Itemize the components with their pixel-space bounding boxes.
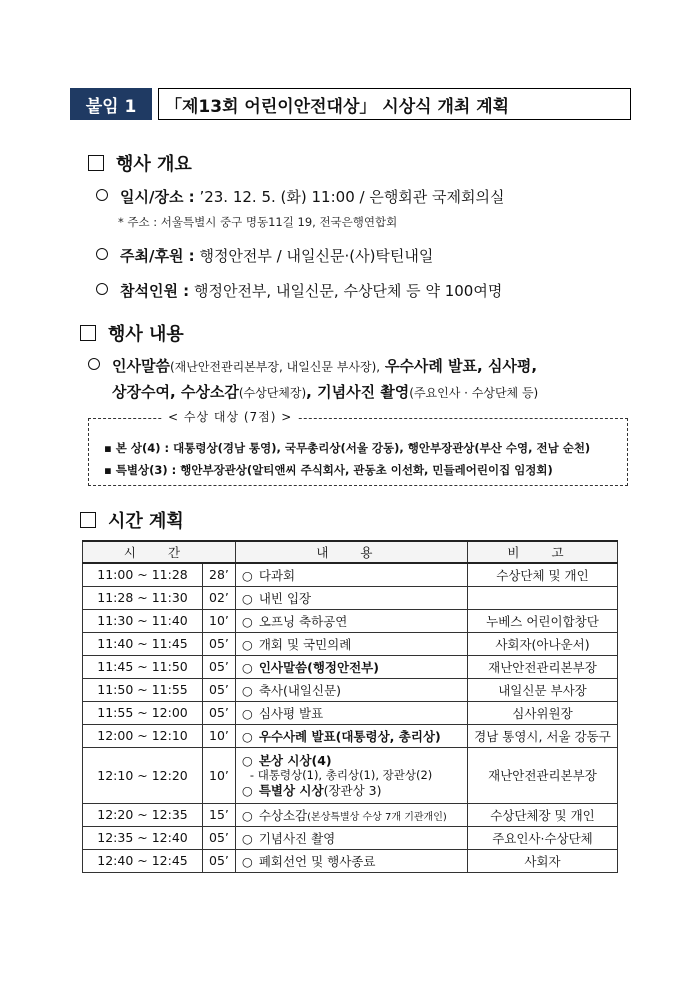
cell-content: ○ 기념사진 촬영	[235, 826, 467, 849]
cell-content: ○ 개회 및 국민의례	[235, 632, 467, 655]
overview-item-datetime: 일시/장소 : ’23. 12. 5. (화) 11:00 / 은행회관 국제회의실	[96, 186, 505, 207]
cell-time: 11:55 ~ 12:00	[83, 701, 203, 724]
checkbox-square-icon	[80, 325, 96, 341]
cell-time: 11:28 ~ 11:30	[83, 586, 203, 609]
cell-duration: 05’	[203, 826, 236, 849]
cell-time: 11:30 ~ 11:40	[83, 609, 203, 632]
cell-duration: 10’	[203, 724, 236, 747]
header-time: 시 간	[83, 541, 236, 563]
cell-content: ○ 폐회선언 및 행사종료	[235, 849, 467, 872]
section-overview-heading: 행사 개요	[88, 150, 192, 176]
overview-item-host: 주최/후원 : 행정안전부 / 내일신문·(사)탁틴내일	[96, 245, 433, 266]
page-title: 「제13회 어린이안전대상」 시상식 개최 계획	[158, 88, 631, 120]
section-content-heading: 행사 내용	[80, 320, 184, 346]
cell-remark: 주요인사·수상단체	[467, 826, 617, 849]
cell-duration: 10’	[203, 747, 236, 803]
circle-bullet-icon	[88, 358, 100, 370]
cell-content: ○ 오프닝 축하공연	[235, 609, 467, 632]
award-label: < 수상 대상 (7점) >	[162, 408, 298, 425]
cell-content: ○ 우수사례 발표(대통령상, 총리상)	[235, 724, 467, 747]
cell-remark: 재난안전관리본부장	[467, 747, 617, 803]
table-row	[83, 803, 618, 826]
checkbox-square-icon	[80, 512, 96, 528]
cell-time: 11:45 ~ 11:50	[83, 655, 203, 678]
title-bar	[70, 88, 631, 120]
header-remark: 비 고	[467, 541, 617, 563]
cell-time: 11:00 ~ 11:28	[83, 563, 203, 586]
table-row	[83, 678, 618, 701]
cell-duration: 10’	[203, 609, 236, 632]
table-row	[83, 609, 618, 632]
table-row	[83, 586, 618, 609]
cell-duration: 05’	[203, 655, 236, 678]
circle-bullet-icon	[96, 283, 108, 295]
address-note: * 주소 : 서울특별시 중구 명동11길 19, 전국은행연합회	[118, 215, 398, 229]
schedule-header-row	[83, 541, 618, 563]
cell-duration: 05’	[203, 678, 236, 701]
table-row	[83, 826, 618, 849]
award-row-main: ▪ 본 상(4) : 대통령상(경남 통영), 국무총리상(서울 강동), 행안부장관상(부산 수영, 전남 순천)	[104, 441, 591, 455]
cell-content: ○ 인사말씀(행정안전부)	[235, 655, 467, 678]
cell-duration: 28’	[203, 563, 236, 586]
cell-time: 12:40 ~ 12:45	[83, 849, 203, 872]
content-line-1: 인사말씀(재난안전관리본부장, 내일신문 부사장), 우수사례 발표, 심사평,	[88, 355, 537, 376]
cell-remark: 재난안전관리본부장	[467, 655, 617, 678]
schedule-table	[82, 540, 618, 873]
circle-bullet-icon	[96, 189, 108, 201]
table-row	[83, 747, 618, 803]
cell-remark: 내일신문 부사장	[467, 678, 617, 701]
circle-bullet-icon	[96, 248, 108, 260]
cell-time: 11:40 ~ 11:45	[83, 632, 203, 655]
cell-content: ○ 수상소감(본상특별상 수상 7개 기관개인)	[235, 803, 467, 826]
table-row	[83, 849, 618, 872]
table-row	[83, 655, 618, 678]
table-row	[83, 563, 618, 586]
cell-content: ○ 축사(내일신문)	[235, 678, 467, 701]
cell-time: 12:35 ~ 12:40	[83, 826, 203, 849]
cell-content: ○ 다과회	[235, 563, 467, 586]
cell-duration: 05’	[203, 849, 236, 872]
table-row	[83, 701, 618, 724]
cell-remark: 사회자(아나운서)	[467, 632, 617, 655]
cell-time: 12:00 ~ 12:10	[83, 724, 203, 747]
cell-remark	[467, 586, 617, 609]
cell-remark: 경남 통영시, 서울 강동구	[467, 724, 617, 747]
cell-time: 12:10 ~ 12:20	[83, 747, 203, 803]
overview-item-attendees: 참석인원 : 행정안전부, 내일신문, 수상단체 등 약 100여명	[96, 280, 502, 301]
award-row-special: ▪ 특별상(3) : 행안부장관상(알티앤씨 주식회사, 관동초 이선화, 민들레어린이집 임정회)	[104, 463, 553, 477]
cell-remark: 누베스 어린이합창단	[467, 609, 617, 632]
cell-time: 11:50 ~ 11:55	[83, 678, 203, 701]
cell-duration: 02’	[203, 586, 236, 609]
table-row	[83, 724, 618, 747]
cell-content: ○ 내빈 입장	[235, 586, 467, 609]
cell-duration: 05’	[203, 701, 236, 724]
cell-content: ○ 심사평 발표	[235, 701, 467, 724]
cell-content: ○ 본상 시상(4) - 대통령상(1), 총리상(1), 장관상(2) ○ 특별상 시상(장관상 3)	[235, 747, 467, 803]
cell-duration: 15’	[203, 803, 236, 826]
cell-remark: 수상단체 및 개인	[467, 563, 617, 586]
checkbox-square-icon	[88, 155, 104, 171]
content-line-2: 상장수여, 수상소감(수상단체장), 기념사진 촬영(주요인사 · 수상단체 등)	[112, 383, 539, 401]
section-schedule-heading: 시간 계획	[80, 507, 184, 533]
cell-remark: 수상단체장 및 개인	[467, 803, 617, 826]
attachment-tag: 붙임 1	[70, 88, 152, 120]
cell-remark: 심사위원장	[467, 701, 617, 724]
header-content: 내 용	[235, 541, 467, 563]
cell-duration: 05’	[203, 632, 236, 655]
cell-remark: 사회자	[467, 849, 617, 872]
cell-time: 12:20 ~ 12:35	[83, 803, 203, 826]
table-row	[83, 632, 618, 655]
